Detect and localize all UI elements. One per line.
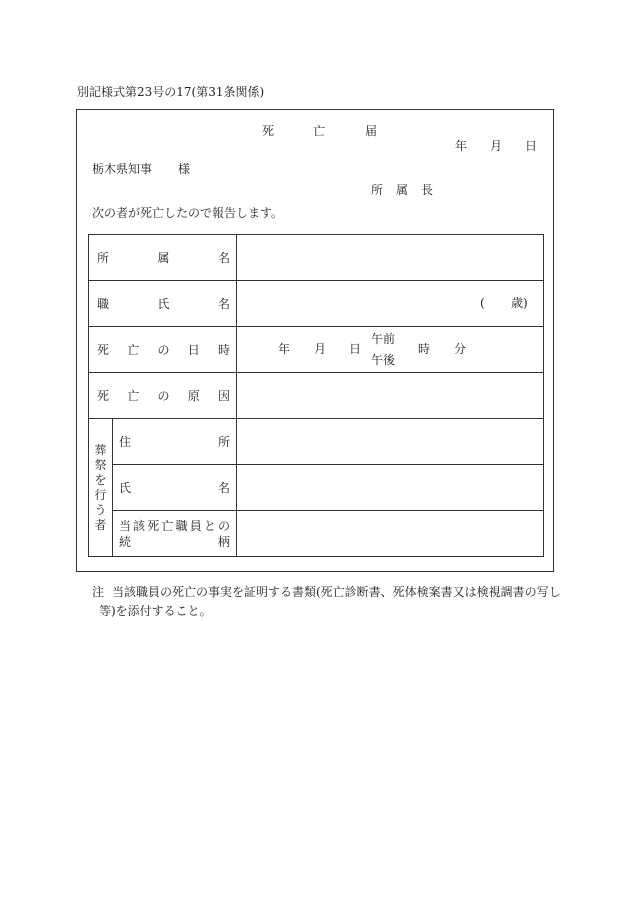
affiliation-value[interactable] [237,235,544,281]
death-datetime-value[interactable] [237,327,544,373]
address-label: 住 所 [113,419,237,465]
form-number: 別記様式第23号の17(第31条関係) [77,85,265,99]
note-line-1: 当該職員の死亡の事実を証明する書類(死亡診断書、死体検案書又は検視調書の写し [112,585,561,599]
date-month-unit: 月 [490,139,503,153]
death-datetime-label: 死 亡 の 日 時 [89,327,237,373]
relation-value[interactable] [237,511,544,557]
pm-label: 午後 [371,353,396,367]
table-row [89,373,544,419]
date-year-unit: 年 [455,139,468,153]
table-row [89,281,544,327]
note-line-2: 等)を添付すること。 [99,604,212,618]
intro-text: 次の者が死亡したので報告します。 [92,206,284,220]
title-char: 亡 [313,124,326,138]
name-value[interactable] [237,281,544,327]
address-value[interactable] [237,419,544,465]
table-row [89,511,544,557]
age-unit: 歳) [511,296,528,310]
relation-label: 当 該 死 亡 職 員 と の 続 柄 [113,511,237,557]
name-label: 職 氏 名 [89,281,237,327]
table-row [89,235,544,281]
note-marker: 注 [92,585,105,599]
year-unit: 年 [278,342,291,356]
day-unit: 日 [349,342,362,356]
am-label: 午前 [371,332,396,346]
affiliation-label: 所 属 名 [89,235,237,281]
date-day-unit: 日 [525,139,538,153]
sender-char: 長 [421,183,434,197]
sender-char: 所 [371,183,384,197]
report-table [88,234,544,557]
title-char: 死 [262,124,275,138]
cause-value[interactable] [237,373,544,419]
hour-unit: 時 [418,342,431,356]
month-unit: 月 [314,342,327,356]
title-char: 届 [365,124,378,138]
table-row [89,465,544,511]
age-open: ( [480,296,485,310]
addressee: 栃木県知事 [92,162,153,176]
person-name-value[interactable] [237,465,544,511]
minute-unit: 分 [454,342,467,356]
table-row [89,419,544,465]
honorific: 様 [178,162,191,176]
funeral-performer-label: 葬 祭 を 行 う 者 [89,419,113,557]
person-name-label: 氏 名 [113,465,237,511]
sender-char: 属 [396,183,409,197]
table-row [89,327,544,373]
cause-label: 死 亡 の 原 因 [89,373,237,419]
